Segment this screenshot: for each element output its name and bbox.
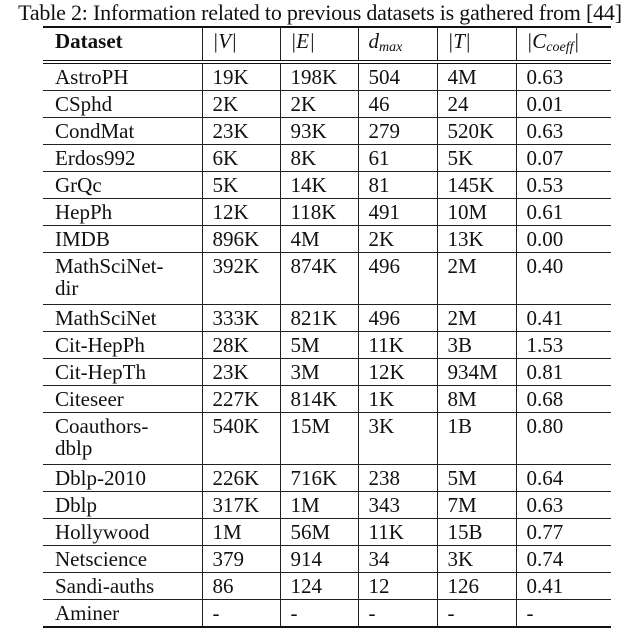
header-triangles: |T| (437, 27, 516, 62)
cell-dataset: Erdos992 (43, 145, 202, 172)
cell-dataset: HepPh (43, 199, 202, 226)
cell-dataset (43, 253, 202, 305)
cell-dmax: 496 (358, 305, 437, 332)
cell-edges: 15M (280, 413, 358, 465)
cell-dmax: 46 (358, 91, 437, 118)
cell-dataset-line1: Coauthors- (55, 414, 149, 438)
cell-triangles: - (437, 600, 516, 628)
cell-dmax: 11K (358, 519, 437, 546)
cell-triangles: 5K (437, 145, 516, 172)
table-row (43, 573, 611, 600)
cell-vertices: 23K (202, 359, 280, 386)
cell-edges: 8K (280, 145, 358, 172)
cell-dmax: 3K (358, 413, 437, 465)
cell-ccoeff: 0.41 (516, 573, 611, 600)
table-row (43, 413, 611, 465)
table-row (43, 465, 611, 492)
cell-ccoeff: 0.64 (516, 465, 611, 492)
cell-triangles: 7M (437, 492, 516, 519)
cell-dataset: IMDB (43, 226, 202, 253)
cell-triangles: 3B (437, 332, 516, 359)
cell-triangles: 10M (437, 199, 516, 226)
header-edges: |E| (280, 27, 358, 62)
cell-edges: 3M (280, 359, 358, 386)
cell-vertices: 317K (202, 492, 280, 519)
cell-ccoeff: 0.80 (516, 413, 611, 465)
cell-vertices: 23K (202, 118, 280, 145)
cell-dmax: 81 (358, 172, 437, 199)
cell-dataset: AstroPH (43, 62, 202, 91)
cell-dataset: Dblp-2010 (43, 465, 202, 492)
table-row (43, 546, 611, 573)
cell-dataset: Citeseer (43, 386, 202, 413)
table-row (43, 145, 611, 172)
cell-edges: - (280, 600, 358, 628)
table-row (43, 600, 611, 628)
cell-edges: 4M (280, 226, 358, 253)
cell-ccoeff: 0.74 (516, 546, 611, 573)
cell-edges: 198K (280, 62, 358, 91)
cell-vertices: 2K (202, 91, 280, 118)
cell-vertices: - (202, 600, 280, 628)
cell-dmax: 11K (358, 332, 437, 359)
cell-dmax: 12K (358, 359, 437, 386)
cell-triangles: 24 (437, 91, 516, 118)
cell-triangles: 8M (437, 386, 516, 413)
cell-edges: 118K (280, 199, 358, 226)
cell-ccoeff: 0.53 (516, 172, 611, 199)
cell-dataset: Netscience (43, 546, 202, 573)
table-row (43, 305, 611, 332)
header-dataset: Dataset (43, 27, 202, 62)
cell-vertices: 896K (202, 226, 280, 253)
cell-dataset (43, 413, 202, 465)
cell-ccoeff: 1.53 (516, 332, 611, 359)
cell-dataset-line1: MathSciNet- (55, 254, 164, 278)
cell-edges: 821K (280, 305, 358, 332)
table-row (43, 519, 611, 546)
cell-vertices: 86 (202, 573, 280, 600)
cell-vertices: 379 (202, 546, 280, 573)
cell-ccoeff: 0.63 (516, 118, 611, 145)
cell-dmax: 279 (358, 118, 437, 145)
cell-vertices: 12K (202, 199, 280, 226)
cell-ccoeff: 0.41 (516, 305, 611, 332)
cell-dataset-line2: dblp (55, 436, 93, 460)
cell-edges: 874K (280, 253, 358, 305)
cell-dmax: 491 (358, 199, 437, 226)
cell-dmax: 1K (358, 386, 437, 413)
cell-edges: 14K (280, 172, 358, 199)
cell-triangles: 3K (437, 546, 516, 573)
cell-triangles: 2M (437, 253, 516, 305)
cell-vertices: 540K (202, 413, 280, 465)
table-body (43, 62, 611, 627)
cell-vertices: 5K (202, 172, 280, 199)
cell-ccoeff: 0.63 (516, 492, 611, 519)
cell-edges: 93K (280, 118, 358, 145)
cell-dmax: 504 (358, 62, 437, 91)
cell-ccoeff: - (516, 600, 611, 628)
cell-edges: 914 (280, 546, 358, 573)
header-dmax: $d_{max}$ (358, 27, 437, 62)
cell-dataset: Sandi-auths (43, 573, 202, 600)
cell-triangles: 1B (437, 413, 516, 465)
table-row (43, 118, 611, 145)
cell-dataset: GrQc (43, 172, 202, 199)
cell-ccoeff: 0.63 (516, 62, 611, 91)
cell-dmax: 496 (358, 253, 437, 305)
cell-dataset: Cit-HepTh (43, 359, 202, 386)
cell-triangles: 2M (437, 305, 516, 332)
cell-dmax: 61 (358, 145, 437, 172)
cell-dataset: MathSciNet (43, 305, 202, 332)
cell-ccoeff: 0.07 (516, 145, 611, 172)
table-row (43, 91, 611, 118)
cell-triangles: 126 (437, 573, 516, 600)
datasets-table (43, 26, 611, 628)
cell-vertices: 392K (202, 253, 280, 305)
cell-dmax: 238 (358, 465, 437, 492)
cell-ccoeff: 0.61 (516, 199, 611, 226)
cell-dataset: CSphd (43, 91, 202, 118)
cell-triangles: 520K (437, 118, 516, 145)
cell-dmax: 2K (358, 226, 437, 253)
cell-triangles: 934M (437, 359, 516, 386)
table-row (43, 226, 611, 253)
table-row (43, 359, 611, 386)
cell-edges: 2K (280, 91, 358, 118)
table-row (43, 172, 611, 199)
table-row (43, 62, 611, 91)
cell-vertices: 28K (202, 332, 280, 359)
cell-ccoeff: 0.68 (516, 386, 611, 413)
cell-dataset: Dblp (43, 492, 202, 519)
table-row (43, 253, 611, 305)
cell-ccoeff: 0.00 (516, 226, 611, 253)
cell-vertices: 6K (202, 145, 280, 172)
cell-dmax: 34 (358, 546, 437, 573)
cell-dataset: Hollywood (43, 519, 202, 546)
cell-dmax: 12 (358, 573, 437, 600)
cell-triangles: 13K (437, 226, 516, 253)
header-ccoeff: $|C_{coeff}|$ (516, 27, 611, 62)
cell-triangles: 5M (437, 465, 516, 492)
cell-edges: 814K (280, 386, 358, 413)
cell-triangles: 4M (437, 62, 516, 91)
cell-dmax: - (358, 600, 437, 628)
cell-vertices: 226K (202, 465, 280, 492)
header-row (43, 27, 611, 62)
cell-ccoeff: 0.77 (516, 519, 611, 546)
cell-edges: 124 (280, 573, 358, 600)
table-row (43, 199, 611, 226)
table-row (43, 332, 611, 359)
cell-vertices: 1M (202, 519, 280, 546)
cell-vertices: 19K (202, 62, 280, 91)
cell-triangles: 145K (437, 172, 516, 199)
header-vertices: |V| (202, 27, 280, 62)
cell-ccoeff: 0.01 (516, 91, 611, 118)
cell-dataset: Cit-HepPh (43, 332, 202, 359)
cell-edges: 56M (280, 519, 358, 546)
table-caption: Table 2: Information related to previous datasets is gathered from [44] (18, 0, 622, 25)
cell-ccoeff: 0.40 (516, 253, 611, 305)
cell-dataset: Aminer (43, 600, 202, 628)
cell-dmax: 343 (358, 492, 437, 519)
table-row (43, 492, 611, 519)
cell-edges: 1M (280, 492, 358, 519)
cell-edges: 716K (280, 465, 358, 492)
table-row (43, 386, 611, 413)
cell-triangles: 15B (437, 519, 516, 546)
cell-dataset: CondMat (43, 118, 202, 145)
cell-vertices: 227K (202, 386, 280, 413)
cell-dataset-line2: dir (55, 276, 79, 300)
cell-ccoeff: 0.81 (516, 359, 611, 386)
cell-vertices: 333K (202, 305, 280, 332)
cell-edges: 5M (280, 332, 358, 359)
